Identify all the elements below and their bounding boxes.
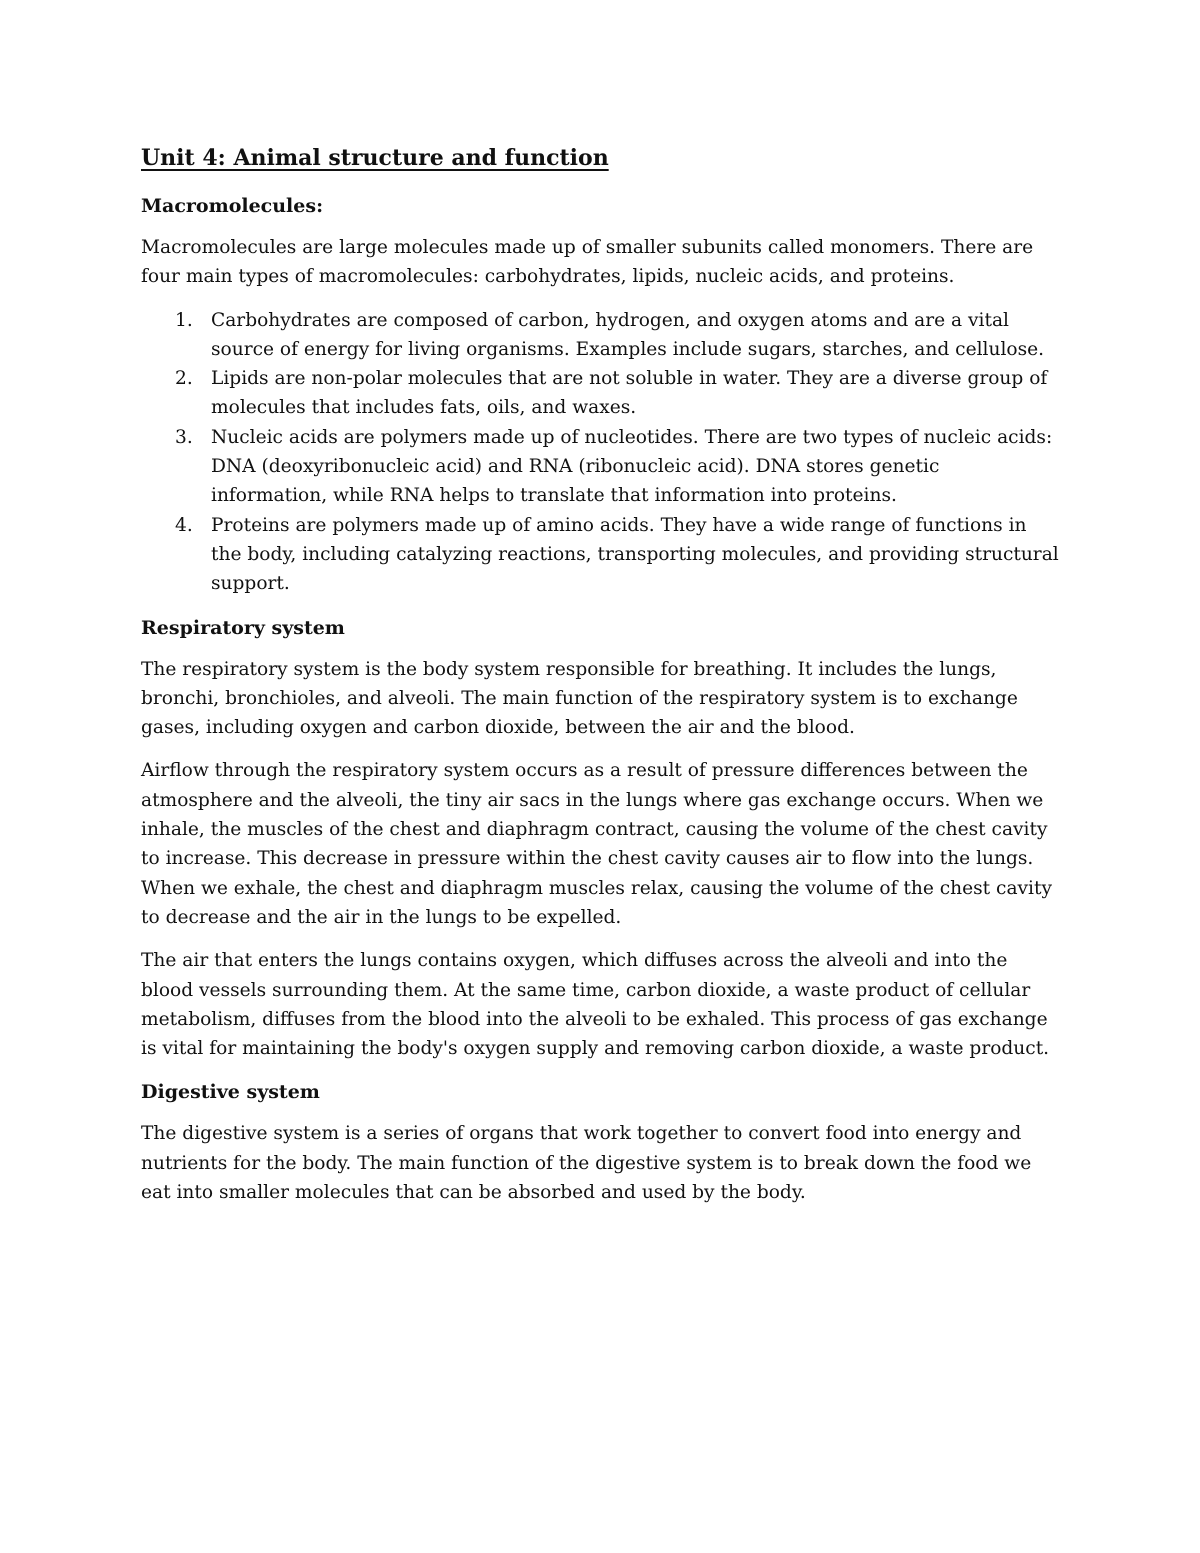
- section-heading: Digestive system: [141, 1081, 320, 1104]
- paragraph: Airflow through the respiratory system occurs as a result of pressure differences between the atmosphere and the alveoli, the tiny air sacs in the lungs where gas exchange occurs. When we inhale, the muscles of the chest and diaphragm contract, causing the volume of the chest cavity to increase. This decrease in pressure within the chest cavity causes air to flow into the lungs. When we exhale, the chest and diaphragm muscles relax, causing the volume of the chest cavity to decrease and the air in the lungs to be expelled.: [141, 760, 1052, 928]
- document-title: Unit 4: Animal structure and function: [141, 145, 609, 171]
- section-heading: Macromolecules:: [141, 195, 324, 217]
- list-item: [141, 306, 1061, 365]
- section-digestive-system: [141, 1077, 1061, 1207]
- list-item-text: Lipids are non-polar molecules that are not soluble in water. They are a diverse group of molecules that includes fats, oils, and waxes.: [211, 368, 1048, 419]
- section-heading: Respiratory system: [141, 616, 345, 639]
- list-item-text: Carbohydrates are composed of carbon, hydrogen, and oxygen atoms and are a vital source of energy for living organisms. Examples include sugars, starches, and cellulose.: [211, 309, 1045, 360]
- paragraph: The respiratory system is the body system responsible for breathing. It includes the lungs, bronchi, bronchioles, and alveoli. The main function of the respiratory system is to exchange gases, including oxygen and carbon dioxide, between the air and the blood.: [141, 658, 1018, 739]
- list-number: 4.: [175, 514, 193, 536]
- paragraph: The digestive system is a series of organs that work together to convert food into energy and nutrients for the body. The main function of the digestive system is to break down the food we eat into smaller molecules that can be absorbed and used by the body.: [141, 1123, 1032, 1204]
- list-item: [141, 364, 1061, 423]
- list-item: [141, 423, 1061, 511]
- list-item: [141, 511, 1061, 599]
- list-item-text: Nucleic acids are polymers made up of nucleotides. There are two types of nucleic acids: DNA (deoxyribonucleic acid) and RNA (ribonucleic acid). DNA stores genetic information, while RNA helps to translate that information into proteins.: [211, 426, 1053, 507]
- paragraph: The air that enters the lungs contains oxygen, which diffuses across the alveoli and into the blood vessels surrounding them. At the same time, carbon dioxide, a waste product of cellular metabolism, diffuses from the blood into the alveoli to be exhaled. This process of gas exchange is vital for maintaining the body's oxygen supply and removing carbon dioxide, a waste product.: [141, 950, 1050, 1060]
- paragraph: Macromolecules are large molecules made up of smaller subunits called monomers. There are four main types of macromolecules: carbohydrates, lipids, nucleic acids, and proteins.: [141, 237, 1034, 288]
- section-respiratory-system: [141, 613, 1061, 1064]
- list-number: 3.: [175, 426, 193, 448]
- list-number: 2.: [175, 368, 193, 390]
- document-body: [141, 143, 1061, 1221]
- macromolecule-list: [141, 306, 1061, 599]
- list-item-text: Proteins are polymers made up of amino acids. They have a wide range of functions in the body, including catalyzing reactions, transporting molecules, and providing structural support.: [211, 514, 1059, 595]
- list-number: 1.: [175, 309, 193, 331]
- section-macromolecules: [141, 191, 1061, 599]
